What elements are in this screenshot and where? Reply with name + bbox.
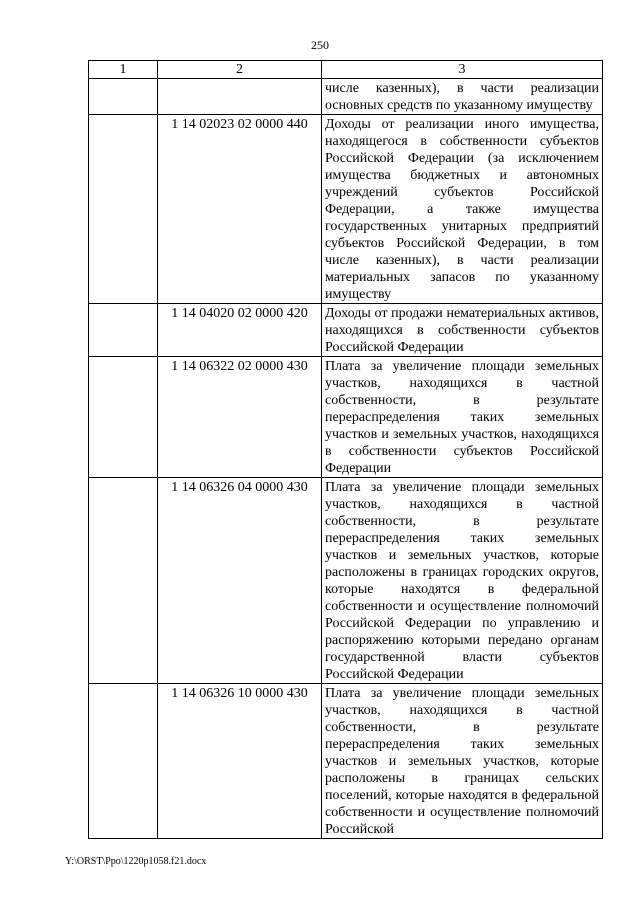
table-row [89,79,603,115]
table-row [89,684,603,839]
row-number-cell [89,357,158,478]
revenue-code-cell: 1 14 06326 04 0000 430 [158,478,322,684]
table-row [89,478,603,684]
revenue-codes-table [88,60,603,839]
revenue-description-cell: Плата за увеличение площади земельных участков, находящихся в частной собственности, в результате перераспределения таких земельных участков и земельных участков, находящихся в собственности субъектов Российской Федерации [322,357,603,478]
table-row [89,304,603,357]
page-number: 250 [311,38,329,52]
row-number-cell [89,115,158,304]
row-number-cell [89,684,158,839]
column-header-1: 1 [89,61,158,79]
row-number-cell [89,304,158,357]
table-row [89,357,603,478]
table-row [89,115,603,304]
table-header-row [89,61,603,79]
revenue-description-cell: Плата за увеличение площади земельных участков, находящихся в частной собственности, в результате перераспределения таких земельных участков и земельных участков, которые расположены в границах городских округов, которые находятся в федеральной собственности и осуществление полномочий Российской Федерации по управлению и распоряжению которыми передано органам государственной власти субъектов Российской Федерации [322,478,603,684]
revenue-code-cell: 1 14 06326 10 0000 430 [158,684,322,839]
revenue-description-cell: Плата за увеличение площади земельных участков, находящихся в частной собственности, в результате перераспределения таких земельных участков и земельных участков, которые расположены в границах сельских поселений, которые находятся в федеральной собственности и осуществление полномочий Российской [322,684,603,839]
column-header-2: 2 [158,61,322,79]
revenue-code-cell [158,79,322,115]
revenue-code-cell: 1 14 02023 02 0000 440 [158,115,322,304]
revenue-code-cell: 1 14 06322 02 0000 430 [158,357,322,478]
row-number-cell [89,478,158,684]
revenue-description-cell: числе казенных), в части реализации основных средств по указанному имуществу [322,79,603,115]
revenue-code-cell: 1 14 04020 02 0000 420 [158,304,322,357]
column-header-3: 3 [322,61,603,79]
revenue-description-cell: Доходы от продажи нематериальных активов, находящихся в собственности субъектов Российской Федерации [322,304,603,357]
row-number-cell [89,79,158,115]
revenue-description-cell: Доходы от реализации иного имущества, находящегося в собственности субъектов Российской Федерации (за исключением имущества бюджетных и автономных учреждений субъектов Российской Федерации, а также имущества государственных унитарных предприятий субъектов Российской Федерации, в том числе казенных), в части реализации материальных запасов по указанному имуществу [322,115,603,304]
footer-file-path: Y:\ORST\Ppo\1220p1058.f21.docx [65,856,207,867]
